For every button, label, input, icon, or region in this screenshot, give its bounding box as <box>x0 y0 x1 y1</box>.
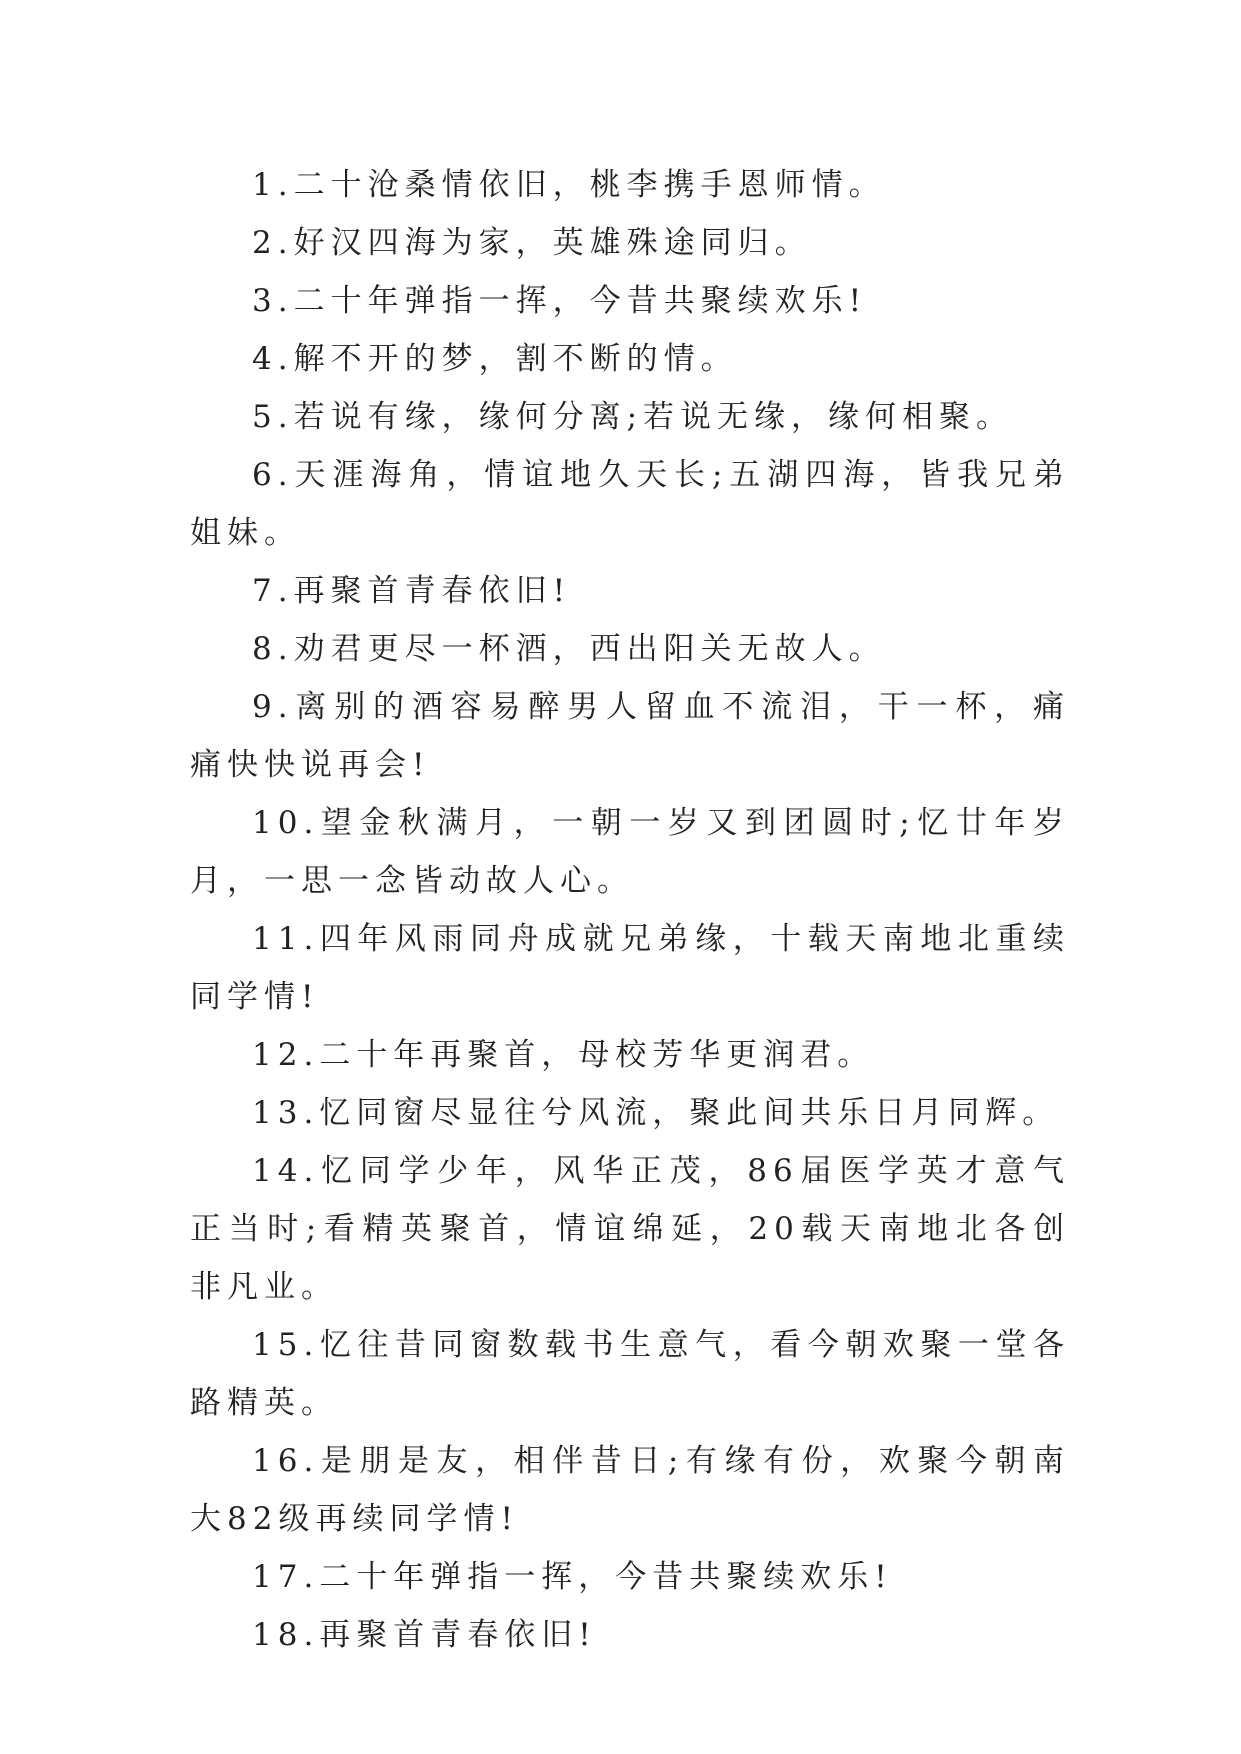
list-item: 15.忆往昔同窗数载书生意气，看今朝欢聚一堂各路精英。 <box>190 1327 1070 1421</box>
list-item: 6.天涯海角，情谊地久天长;五湖四海，皆我兄弟姐妹。 <box>190 457 1070 551</box>
list-item: 14.忆同学少年，风华正茂，86届医学英才意气正当时;看精英聚首，情谊绵延，20载天南地北各创非凡业。 <box>190 1153 1070 1305</box>
list-item: 17.二十年弹指一挥，今昔共聚续欢乐! <box>252 1559 893 1595</box>
list-item: 1.二十沧桑情依旧，桃李携手恩师情。 <box>252 167 886 203</box>
list-item: 2.好汉四海为家，英雄殊途同归。 <box>252 225 812 261</box>
list-item: 10.望金秋满月，一朝一岁又到团圆时;忆廿年岁月，一思一念皆动故人心。 <box>190 805 1070 899</box>
list-item: 5.若说有缘，缘何分离;若说无缘，缘何相聚。 <box>252 399 1014 435</box>
list-item: 12.二十年再聚首，母校芳华更润君。 <box>252 1037 875 1073</box>
list-item: 7.再聚首青春依旧! <box>252 573 572 609</box>
list-item: 3.二十年弹指一挥，今昔共聚续欢乐! <box>252 283 868 319</box>
list-item: 11.四年风雨同舟成就兄弟缘，十载天南地北重续同学情! <box>190 921 1070 1015</box>
list-item: 8.劝君更尽一杯酒，西出阳关无故人。 <box>252 631 886 667</box>
list-item: 16.是朋是友，相伴昔日;有缘有份，欢聚今朝南大82级再续同学情! <box>190 1443 1070 1537</box>
list-item: 9.离别的酒容易醉男人留血不流泪，干一杯，痛痛快快说再会! <box>190 689 1070 783</box>
document-body <box>190 156 1070 1664</box>
list-item: 13.忆同窗尽显往兮风流，聚此间共乐日月同辉。 <box>252 1095 1060 1131</box>
list-item: 18.再聚首青春依旧! <box>252 1617 597 1653</box>
list-item: 4.解不开的梦，割不断的情。 <box>252 341 738 377</box>
